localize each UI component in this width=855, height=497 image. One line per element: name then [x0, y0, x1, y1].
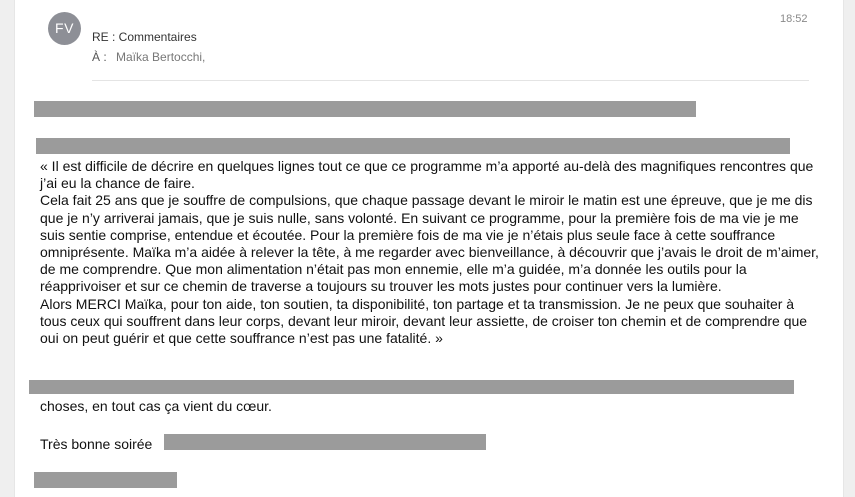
email-timestamp: 18:52 [780, 13, 808, 25]
sender-avatar: FV [48, 12, 81, 45]
body-paragraph: Alors MERCI Maïka, pour ton aide, ton soutien, ta disponibilité, ton partage et ta transmission. Je ne peux que souhaiter à tous ceux qui souffrent dans leur corps, devant leur miroir, devant leur assiette, de croiser ton chemin et de comprendre que oui on peut guérir et que cette souffrance n’est pas une fatalité. » [40, 295, 808, 347]
body-closing-line: choses, en tout cas ça vient du cœur. [40, 398, 272, 414]
redaction-bar [29, 380, 794, 394]
redaction-bar [34, 472, 177, 488]
to-label: À : [92, 50, 107, 64]
redaction-bar [34, 101, 696, 117]
recipient-row [92, 50, 205, 64]
recipient-name[interactable]: Maïka Bertocchi, [116, 50, 206, 64]
body-paragraph: « Il est difficile de décrire en quelques lignes tout ce que ce programme m’a apporté au-delà des magnifiques rencontres que j’ai eu la chance de faire. [40, 158, 814, 192]
email-body [40, 158, 820, 347]
email-subject: RE : Commentaires [92, 30, 197, 44]
redaction-bar [164, 434, 486, 450]
redaction-bar [36, 138, 790, 154]
body-paragraph: Cela fait 25 ans que je souffre de compulsions, que chaque passage devant le miroir le matin est une épreuve, que je me dis que je n’y arriverai jamais, que je suis nulle, sans volonté. En suivant ce programme, pour la première fois de ma vie je me suis sentie comprise, entendue et écoutée. Pour la première fois de ma vie je n’étais plus seule face à cette souffrance omniprésente. Maïka m’a aidée à relever la tête, à me regarder avec bienveillance, à découvrir que j’avais le droit de m’aimer, de me comprendre. Que mon alimentation n’était pas mon ennemie, elle m’a guidée, m’a donnée les outils pour la réapprivoiser et sur ce chemin de traverse a toujours su trouver les mots justes pour continuer vers la lumière. [40, 192, 819, 295]
greeting-text: Très bonne soirée [40, 436, 153, 452]
header-divider [92, 80, 809, 81]
